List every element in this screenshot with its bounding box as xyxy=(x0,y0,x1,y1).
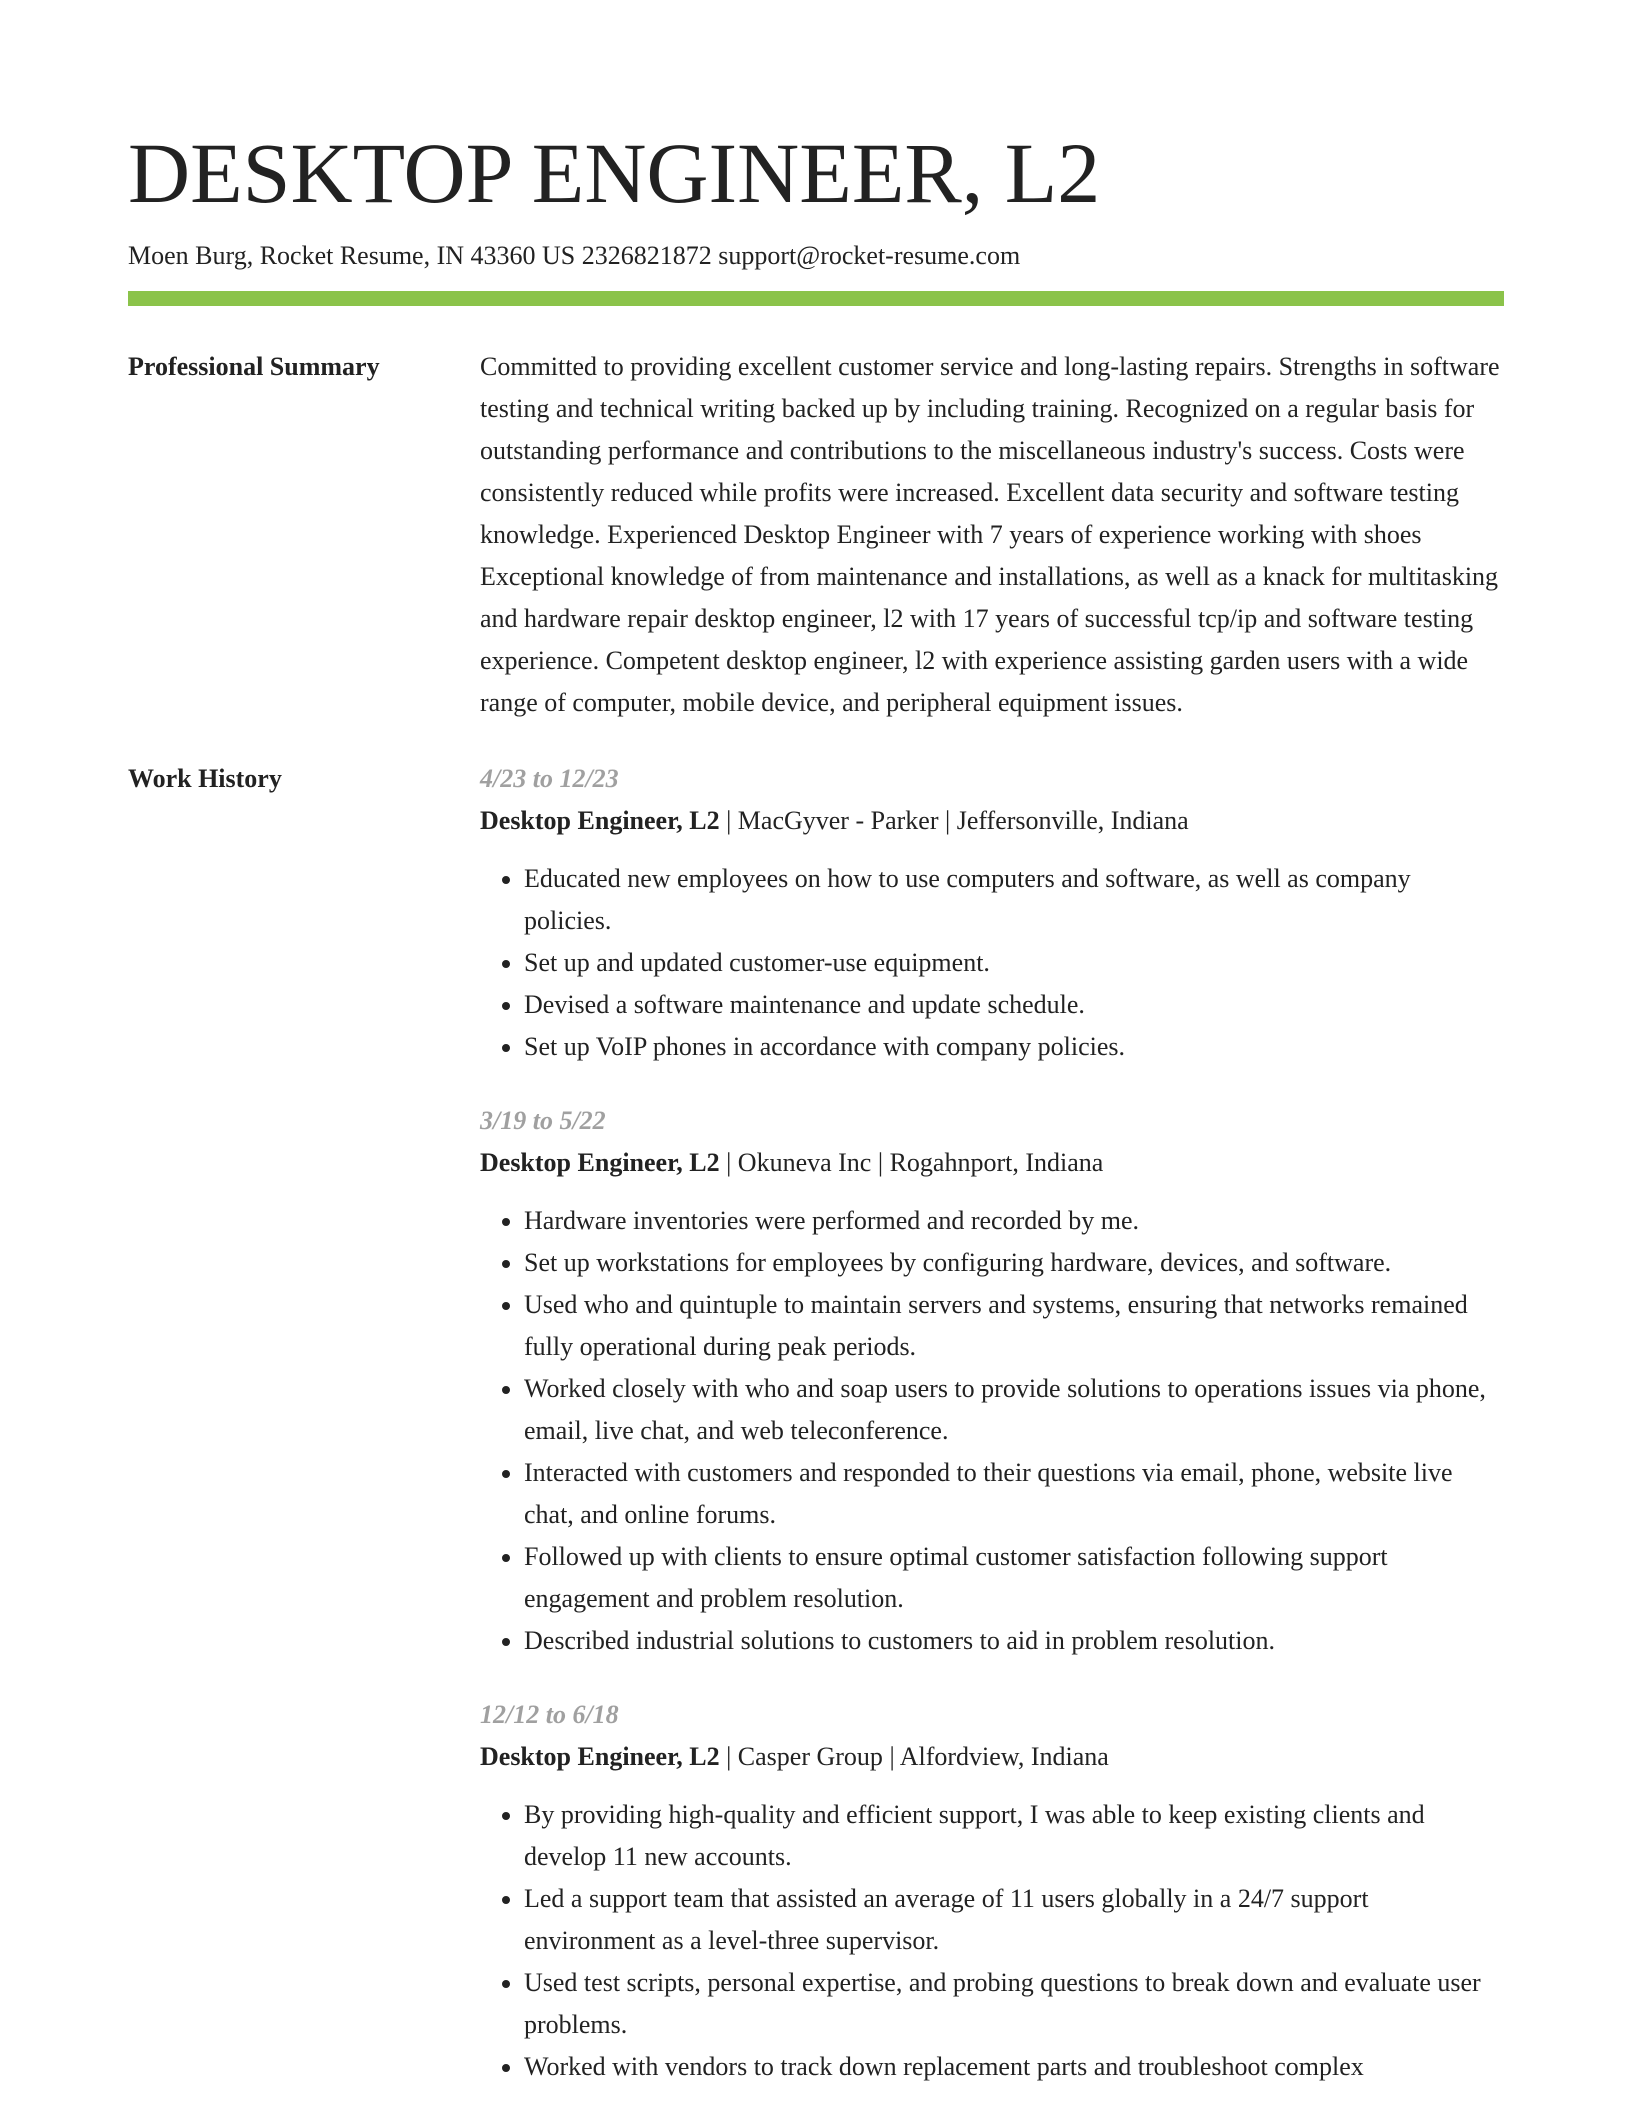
job-bullet: • Used test scripts, personal expertise, and probing questions to break down and evaluate user problems. xyxy=(524,1962,1504,2046)
job-header xyxy=(480,1142,1504,1184)
job-title: Desktop Engineer, L2 xyxy=(480,1742,720,1771)
work-history-heading: Work History xyxy=(128,764,282,793)
contact-line xyxy=(128,238,1504,274)
job-location: | Alfordview, Indiana xyxy=(883,1742,1109,1771)
job-bullets xyxy=(480,1794,1504,2088)
job-bullet: • Followed up with clients to ensure optimal customer satisfaction following support engagement and problem resolution. xyxy=(524,1536,1504,1620)
job-title: Desktop Engineer, L2 xyxy=(480,1148,720,1177)
job-company: | MacGyver - Parker xyxy=(720,806,939,835)
job-bullet: • Led a support team that assisted an average of 11 users globally in a 24/7 support environment as a level-three supervisor. xyxy=(524,1878,1504,1962)
summary-body xyxy=(480,346,1504,724)
job-bullet: • Set up and updated customer-use equipment. xyxy=(524,942,1504,984)
job-company: | Casper Group xyxy=(720,1742,883,1771)
job-bullet: • Devised a software maintenance and update schedule. xyxy=(524,984,1504,1026)
job-bullet: • By providing high-quality and efficient support, I was able to keep existing clients and develop 11 new accounts. xyxy=(524,1794,1504,1878)
job-bullet: • Set up workstations for employees by configuring hardware, devices, and software. xyxy=(524,1242,1504,1284)
job-dates: 3/19 to 5/22 xyxy=(480,1106,606,1135)
summary-section xyxy=(128,346,1504,724)
job-title: Desktop Engineer, L2 xyxy=(480,806,720,835)
job-header xyxy=(480,1736,1504,1778)
work-history-section xyxy=(128,758,1504,2120)
header-divider xyxy=(128,291,1504,306)
job-bullet: • Set up VoIP phones in accordance with company policies. xyxy=(524,1026,1504,1068)
job-bullet: • Interacted with customers and responded to their questions via email, phone, website live chat, and online forums. xyxy=(524,1452,1504,1536)
candidate-name: DESKTOP ENGINEER, L2 xyxy=(128,125,1101,221)
job-bullet: • Used who and quintuple to maintain servers and systems, ensuring that networks remained fully operational during peak periods. xyxy=(524,1284,1504,1368)
job-bullet: • Educated new employees on how to use computers and software, as well as company policies. xyxy=(524,858,1504,942)
summary-heading: Professional Summary xyxy=(128,352,380,381)
job-entry xyxy=(480,1694,1504,2088)
contact-email: support@rocket-resume.com xyxy=(718,241,1021,270)
contact-phone: 2326821872 xyxy=(581,241,712,270)
contact-address: Moen Burg, Rocket Resume, IN 43360 US xyxy=(128,241,576,270)
job-entry xyxy=(480,758,1504,1068)
job-location: | Jeffersonville, Indiana xyxy=(938,806,1188,835)
job-bullet: • Worked closely with who and soap users to provide solutions to operations issues via phone, email, live chat, and web teleconference. xyxy=(524,1368,1504,1452)
job-entry xyxy=(480,1100,1504,1662)
job-bullets xyxy=(480,1200,1504,1662)
summary-text: Committed to providing excellent customer service and long-lasting repairs. Strengths in software testing and technical writing backed up by including training. Recognized on a regular basis for outstanding performance and contributions to the miscellaneous industry's success. Costs were consistently reduced while profits were increased. Excellent data security and software testing knowledge. Experienced Desktop Engineer with 7 years of experience working with shoes Exceptional knowledge of from maintenance and installations, as well as a knack for multitasking and hardware repair desktop engineer, l2 with 17 years of successful tcp/ip and software testing experience. Competent desktop engineer, l2 with experience assisting garden users with a wide range of computer, mobile device, and peripheral equipment issues. xyxy=(480,352,1500,717)
job-location: | Rogahnport, Indiana xyxy=(871,1148,1103,1177)
job-dates: 12/12 to 6/18 xyxy=(480,1700,619,1729)
job-bullet: • Described industrial solutions to customers to aid in problem resolution. xyxy=(524,1620,1504,1662)
job-bullets xyxy=(480,858,1504,1068)
work-history-body xyxy=(480,758,1504,2120)
job-company: | Okuneva Inc xyxy=(720,1148,872,1177)
job-bullet: • Hardware inventories were performed and recorded by me. xyxy=(524,1200,1504,1242)
job-bullet: • Worked with vendors to track down replacement parts and troubleshoot complex xyxy=(524,2046,1504,2088)
job-header xyxy=(480,800,1504,842)
resume-page xyxy=(128,118,1504,2120)
job-dates: 4/23 to 12/23 xyxy=(480,764,619,793)
